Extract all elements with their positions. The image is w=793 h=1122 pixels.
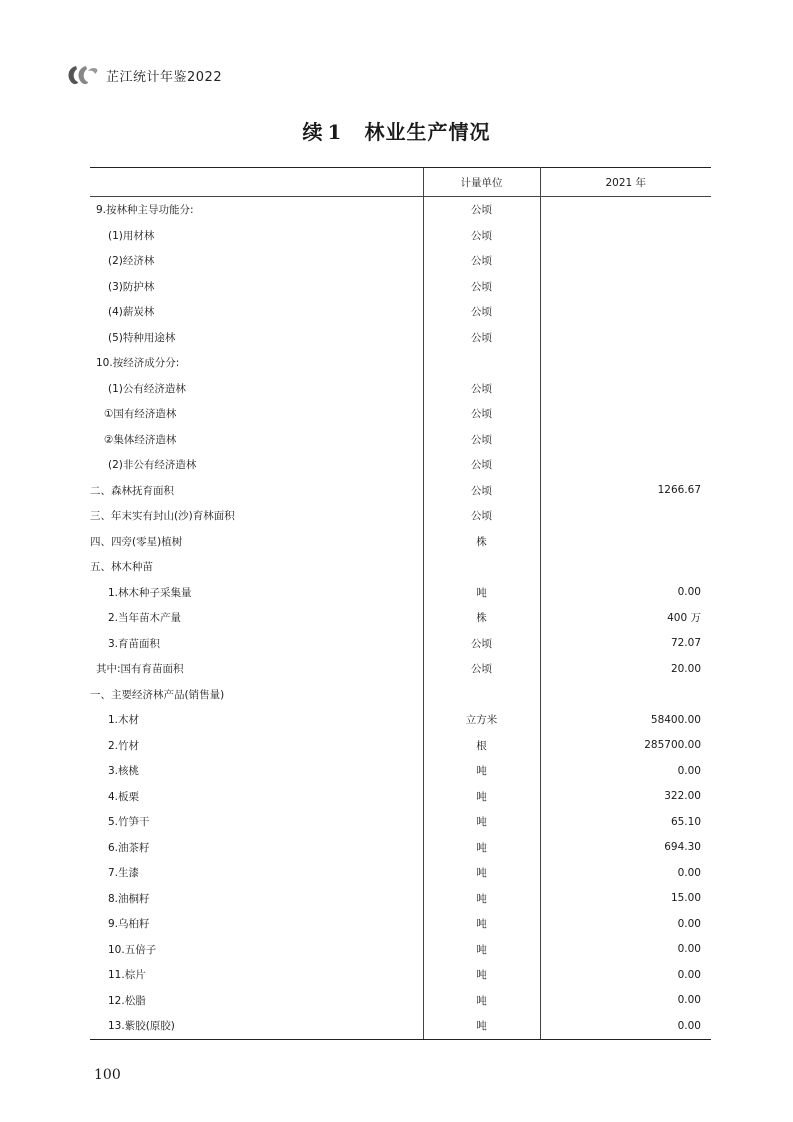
row-unit: 吨 — [423, 860, 540, 886]
row-unit: 株 — [423, 529, 540, 555]
table-row — [90, 503, 711, 529]
column-header-item — [90, 168, 423, 197]
page-title — [0, 116, 793, 145]
row-label — [90, 758, 423, 784]
table-row — [90, 580, 711, 606]
row-unit: 公顷 — [423, 656, 540, 682]
column-header-year: 2021 年 — [540, 168, 711, 197]
row-value — [540, 682, 711, 708]
row-label-text: 11.棕片 — [108, 969, 146, 982]
row-label-text: 4.板栗 — [108, 790, 140, 803]
row-unit: 公顷 — [423, 325, 540, 351]
page-number: 100 — [94, 1067, 121, 1083]
table-row — [90, 809, 711, 835]
row-unit: 公顷 — [423, 631, 540, 657]
row-unit: 公顷 — [423, 427, 540, 453]
row-label-text: 9.乌桕籽 — [108, 918, 150, 931]
row-value: 0.00 — [677, 866, 701, 879]
table-row — [90, 860, 711, 886]
row-label — [90, 350, 423, 376]
row-unit: 根 — [423, 733, 540, 759]
table-row — [90, 248, 711, 274]
row-value — [540, 554, 711, 580]
table-row — [90, 707, 711, 733]
row-value: 0.00 — [540, 1013, 711, 1039]
table-row — [90, 427, 711, 453]
row-label-text: 6.油茶籽 — [108, 841, 150, 854]
row-label — [90, 860, 423, 886]
row-label-text: 12.松脂 — [108, 994, 146, 1007]
table-row — [90, 554, 711, 580]
row-label — [90, 707, 423, 733]
row-label — [90, 223, 423, 249]
row-label-text: 1.木材 — [108, 714, 140, 727]
row-unit: 吨 — [423, 835, 540, 861]
row-unit — [423, 350, 540, 376]
row-value — [540, 452, 711, 478]
row-value — [540, 503, 711, 529]
row-label-text: 1.林木种子采集量 — [108, 586, 192, 599]
row-value: 58400.00 — [650, 713, 701, 726]
row-label-text: (2)经济林 — [108, 255, 155, 268]
row-value: 0.00 — [677, 943, 701, 956]
forestry-table — [90, 167, 711, 1040]
row-value: 72.07 — [670, 637, 701, 650]
row-label — [90, 733, 423, 759]
table-row — [90, 784, 711, 810]
row-label — [90, 605, 423, 631]
row-unit: 吨 — [423, 1013, 540, 1039]
row-label-text: 五、林木种苗 — [90, 561, 153, 574]
title-prefix: 续 — [302, 120, 324, 144]
row-unit: 公顷 — [423, 299, 540, 325]
row-label-text: 二、森林抚育面积 — [90, 484, 174, 497]
row-label — [90, 197, 423, 223]
table-row — [90, 605, 711, 631]
row-unit: 吨 — [423, 580, 540, 606]
row-unit: 吨 — [423, 962, 540, 988]
row-value: 0.00 — [677, 968, 701, 981]
row-label — [90, 1013, 423, 1039]
row-unit: 吨 — [423, 809, 540, 835]
row-label-text: 四、四旁(零星)植树 — [90, 535, 183, 548]
row-label-text: 3.育苗面积 — [108, 637, 161, 650]
row-value — [540, 223, 711, 249]
row-value — [540, 274, 711, 300]
row-value: 65.10 — [670, 815, 701, 828]
row-unit: 公顷 — [423, 478, 540, 504]
table-row — [90, 656, 711, 682]
row-unit: 立方米 — [423, 707, 540, 733]
row-label-text: 3.核桃 — [108, 765, 140, 778]
row-label-text: 三、年末实有封山(沙)育林面积 — [90, 510, 235, 523]
row-value: 400 万 — [667, 612, 701, 625]
row-label — [90, 962, 423, 988]
row-label — [90, 656, 423, 682]
row-value — [540, 197, 711, 223]
table-row — [90, 299, 711, 325]
row-label-text: 8.油桐籽 — [108, 892, 150, 905]
row-unit: 公顷 — [423, 274, 540, 300]
table-row — [90, 223, 711, 249]
row-unit — [423, 682, 540, 708]
column-header-unit: 计量单位 — [423, 168, 540, 197]
row-unit: 公顷 — [423, 503, 540, 529]
row-label — [90, 376, 423, 402]
table-row — [90, 682, 711, 708]
table-header-row — [90, 168, 711, 197]
row-label — [90, 682, 423, 708]
row-label-text: 2.竹材 — [108, 739, 140, 752]
row-label-text: 2.当年苗木产量 — [108, 612, 182, 625]
row-label — [90, 299, 423, 325]
row-unit: 公顷 — [423, 197, 540, 223]
row-value — [540, 427, 711, 453]
row-unit: 吨 — [423, 784, 540, 810]
row-value — [540, 529, 711, 555]
row-label-text: 一、主要经济林产品(销售量) — [90, 688, 225, 701]
row-unit: 公顷 — [423, 248, 540, 274]
title-number: 1 — [327, 120, 343, 144]
row-unit: 株 — [423, 605, 540, 631]
table-row — [90, 631, 711, 657]
table-row — [90, 937, 711, 963]
table-row — [90, 197, 711, 223]
row-label-text: 9.按林种主导功能分: — [96, 204, 194, 217]
row-label — [90, 911, 423, 937]
row-label — [90, 554, 423, 580]
table-row — [90, 401, 711, 427]
table-row — [90, 376, 711, 402]
row-unit: 吨 — [423, 911, 540, 937]
table-row — [90, 835, 711, 861]
yearbook-logo-icon — [66, 63, 100, 87]
row-label — [90, 580, 423, 606]
row-label-text: ①国有经济造林 — [104, 408, 177, 421]
row-label — [90, 427, 423, 453]
row-unit — [423, 554, 540, 580]
row-label — [90, 988, 423, 1014]
row-value — [540, 376, 711, 402]
row-label — [90, 835, 423, 861]
row-value — [540, 401, 711, 427]
row-value: 0.00 — [677, 764, 701, 777]
row-unit: 公顷 — [423, 376, 540, 402]
table-row — [90, 758, 711, 784]
row-label-text: 7.生漆 — [108, 867, 140, 880]
row-label — [90, 478, 423, 504]
table-row — [90, 274, 711, 300]
row-unit: 公顷 — [423, 223, 540, 249]
row-label — [90, 248, 423, 274]
row-label — [90, 631, 423, 657]
row-value: 694.30 — [664, 841, 701, 854]
row-unit: 公顷 — [423, 452, 540, 478]
row-label-text: (1)用材林 — [108, 229, 155, 242]
table-row — [90, 478, 711, 504]
row-label — [90, 401, 423, 427]
table-row — [90, 529, 711, 555]
table-row — [90, 988, 711, 1014]
row-value: 322.00 — [664, 790, 701, 803]
row-unit: 公顷 — [423, 401, 540, 427]
page-header — [66, 62, 222, 88]
row-value: 15.00 — [670, 892, 701, 905]
row-unit: 吨 — [423, 988, 540, 1014]
row-label-text: 10.按经济成分分: — [96, 357, 180, 370]
row-value — [540, 350, 711, 376]
title-text: 林业生产情况 — [364, 120, 491, 144]
row-label — [90, 452, 423, 478]
row-label-text: (4)薪炭林 — [108, 306, 155, 319]
row-value: 0.00 — [677, 586, 701, 599]
row-value: 1266.67 — [657, 484, 701, 497]
row-unit: 吨 — [423, 937, 540, 963]
row-label-text: 5.竹笋干 — [108, 816, 150, 829]
row-label — [90, 529, 423, 555]
row-label-text: 10.五倍子 — [108, 943, 157, 956]
row-value — [540, 248, 711, 274]
table-row — [90, 911, 711, 937]
row-value: 0.00 — [677, 994, 701, 1007]
row-label — [90, 809, 423, 835]
row-value: 285700.00 — [644, 739, 701, 752]
row-label — [90, 886, 423, 912]
row-unit: 吨 — [423, 758, 540, 784]
row-value: 20.00 — [670, 662, 701, 675]
table-row — [90, 350, 711, 376]
row-label-text: 13.紫胶(原胶) — [108, 1020, 175, 1033]
table-row — [90, 962, 711, 988]
row-label — [90, 325, 423, 351]
row-label-text: (1)公有经济造林 — [108, 382, 186, 395]
row-value: 0.00 — [677, 917, 701, 930]
row-label-text: (2)非公有经济造林 — [108, 459, 197, 472]
row-label-text: 其中:国有育苗面积 — [96, 663, 184, 676]
table-row — [90, 325, 711, 351]
row-label — [90, 274, 423, 300]
yearbook-title: 芷江统计年鉴2022 — [106, 69, 223, 85]
row-label-text: (3)防护林 — [108, 280, 155, 293]
row-value — [540, 299, 711, 325]
row-label-text: ②集体经济造林 — [104, 433, 177, 446]
row-value — [540, 325, 711, 351]
row-label-text: (5)特种用途林 — [108, 331, 176, 344]
table-row — [90, 452, 711, 478]
row-label — [90, 937, 423, 963]
table-row — [90, 733, 711, 759]
table-row — [90, 886, 711, 912]
row-label — [90, 503, 423, 529]
table-row — [90, 1013, 711, 1039]
row-unit: 吨 — [423, 886, 540, 912]
row-label — [90, 784, 423, 810]
